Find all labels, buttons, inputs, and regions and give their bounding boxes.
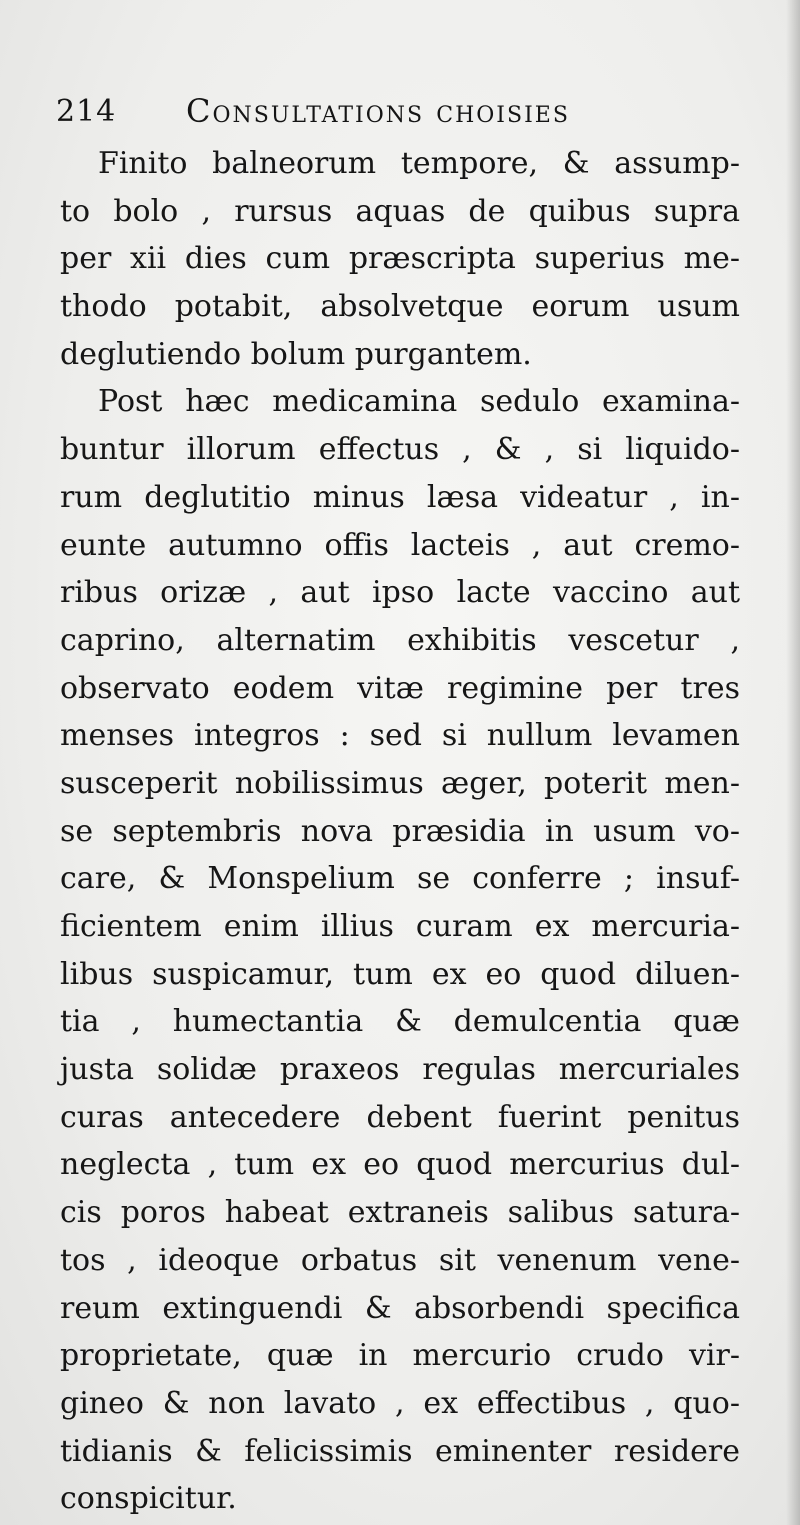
text-line: menses integros : sed si nullum levamen (60, 718, 740, 754)
page-edge-shadow (786, 0, 800, 1525)
text-line: thodo potabit, absolvetque eorum usum (60, 289, 740, 325)
text-line: ficientem enim illius curam ex mercuria- (60, 909, 740, 944)
body-text (60, 140, 740, 1523)
text-line: libus suspicamur, tum ex eo quod diluen- (60, 956, 740, 992)
text-line: tia , humectantia & demulcentia quæ (60, 1004, 740, 1040)
text-line: rum deglutitio minus læsa videatur , in- (60, 479, 740, 515)
text-line: caprino, alternatim exhibitis vescetur , (60, 622, 740, 658)
text-line: tidianis & felicissimis eminenter residere (60, 1433, 740, 1469)
text-line: Finito balneorum tempore, & assump- (98, 146, 740, 181)
text-line: justa solidæ praxeos regulas mercuriales (60, 1052, 740, 1088)
text-line: observato eodem vitæ regimine per tres (60, 670, 740, 706)
text-line: se septembris nova præsidia in usum vo- (60, 813, 740, 849)
text-line: susceperit nobilissimus æger, poterit men- (60, 765, 740, 801)
text-line: ribus orizæ , aut ipso lacte vaccino aut (60, 575, 740, 611)
text-line: care, & Monspelium se conferre ; insuf- (60, 861, 740, 897)
text-line: buntur illorum effectus , & , si liquido- (60, 432, 740, 468)
text-line: Post hæc medicamina sedulo examina- (98, 384, 740, 420)
text-line: reum extinguendi & absorbendi specifica (60, 1290, 740, 1326)
page-number: 214 (56, 94, 117, 129)
text-line: gineo & non lavato , ex effectibus , quo- (60, 1385, 740, 1421)
page-header (56, 92, 756, 132)
running-head: Consultations choisies (186, 92, 570, 130)
text-line: neglecta , tum ex eo quod mercurius dul- (60, 1147, 740, 1183)
text-line: deglutiendo bolum purgantem. (60, 336, 532, 372)
text-line: to bolo , rursus aquas de quibus supra (60, 193, 740, 229)
text-line: curas antecedere debent fuerint penitus (60, 1099, 740, 1135)
text-line: conspicitur. (60, 1481, 237, 1517)
text-line: eunte autumno offis lacteis , aut cremo- (60, 527, 740, 563)
text-line: per xii dies cum præscripta superius me- (60, 241, 740, 277)
text-line: proprietate, quæ in mercurio crudo vir- (60, 1338, 740, 1374)
text-line: tos , ideoque orbatus sit venenum vene- (60, 1242, 740, 1278)
text-line: cis poros habeat extraneis salibus satura- (60, 1195, 740, 1231)
